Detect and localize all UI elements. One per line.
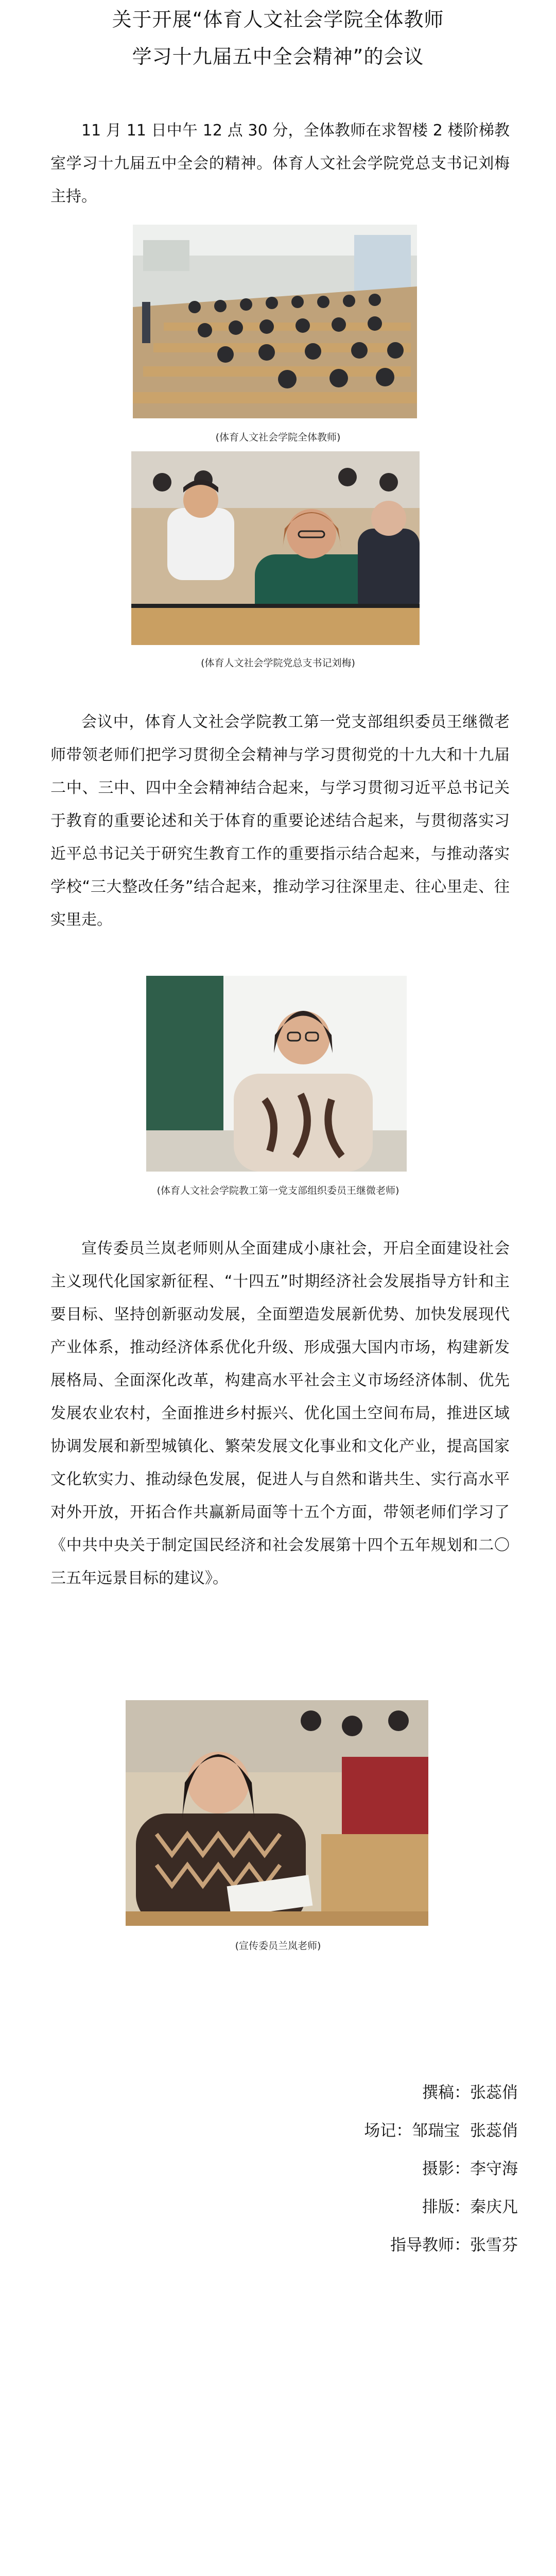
title-line-2: 学习十九届五中全会精神”的会议 [132,45,424,68]
paragraph-1: 11 月 11 日中午 12 点 30 分，全体教师在求智楼 2 楼阶梯教室学习十九届五中全会的精神。体育人文社会学院党总支书记刘梅主持。 [50,122,510,206]
photo-lan-lan [126,1700,428,1926]
credit-photographer: 摄影：李守海 [422,2160,518,2178]
credit-advisor: 指导教师：张雪芬 [390,2236,518,2255]
credit-layout: 排版：秦庆凡 [422,2198,518,2216]
paragraph-2: 会议中，体育人文社会学院教工第一党支部组织委员王继微老师带领老师们把学习贯彻全会精神与学习贯彻党的十九大和十九届二中、三中、四中全会精神结合起来，与学习贯彻习近平总书记关于教育的重要论述和关于体育的重要论述结合起来，与贯彻落实习近平总书记关于研究生教育工作的重要指示结合起来，与推动落实学校“三大整改任务”结合起来，推动学习往深里走、往心里走、往实里走。 [50,713,510,929]
caption-4: (宣传委员兰岚老师) [235,1940,321,1952]
paragraph-3: 宣传委员兰岚老师则从全面建成小康社会，开启全面建设社会主义现代化国家新征程、“十四五”时期经济社会发展指导方针和主要目标、坚持创新驱动发展，全面塑造发展新优势、加快发展现代产业体系，推动经济体系优化升级、形成强大国内市场，构建新发展格局、全面深化改革，构建高水平社会主义市场经济体制、优先发展农业农村，全面推进乡村振兴、优化国土空间布局，推进区域协调发展和新型城镇化、繁荣发展文化事业和文化产业，提高国家文化软实力、推动绿色发展，促进人与自然和谐共生、实行高水平对外开放，开拓合作共赢新局面等十五个方面，带领老师们学习了《中共中央关于制定国民经济和社会发展第十四个五年规划和二〇三五年远景目标的建议》。 [50,1240,510,1587]
caption-2: (体育人文社会学院党总支书记刘梅) [201,657,355,669]
credit-recorder: 场记：邹瑞宝 张蕊俏 [364,2122,518,2140]
caption-1: (体育人文社会学院全体教师) [215,432,341,443]
title-line-1: 关于开展“体育人文社会学院全体教师 [112,8,444,31]
photo-party-secretary [131,451,420,645]
photo-wang-jiwei [146,976,407,1172]
caption-3: (体育人文社会学院教工第一党支部组织委员王继微老师) [157,1185,399,1196]
photo-all-teachers [133,225,417,418]
credit-writer: 撰稿：张蕊俏 [422,2083,518,2102]
